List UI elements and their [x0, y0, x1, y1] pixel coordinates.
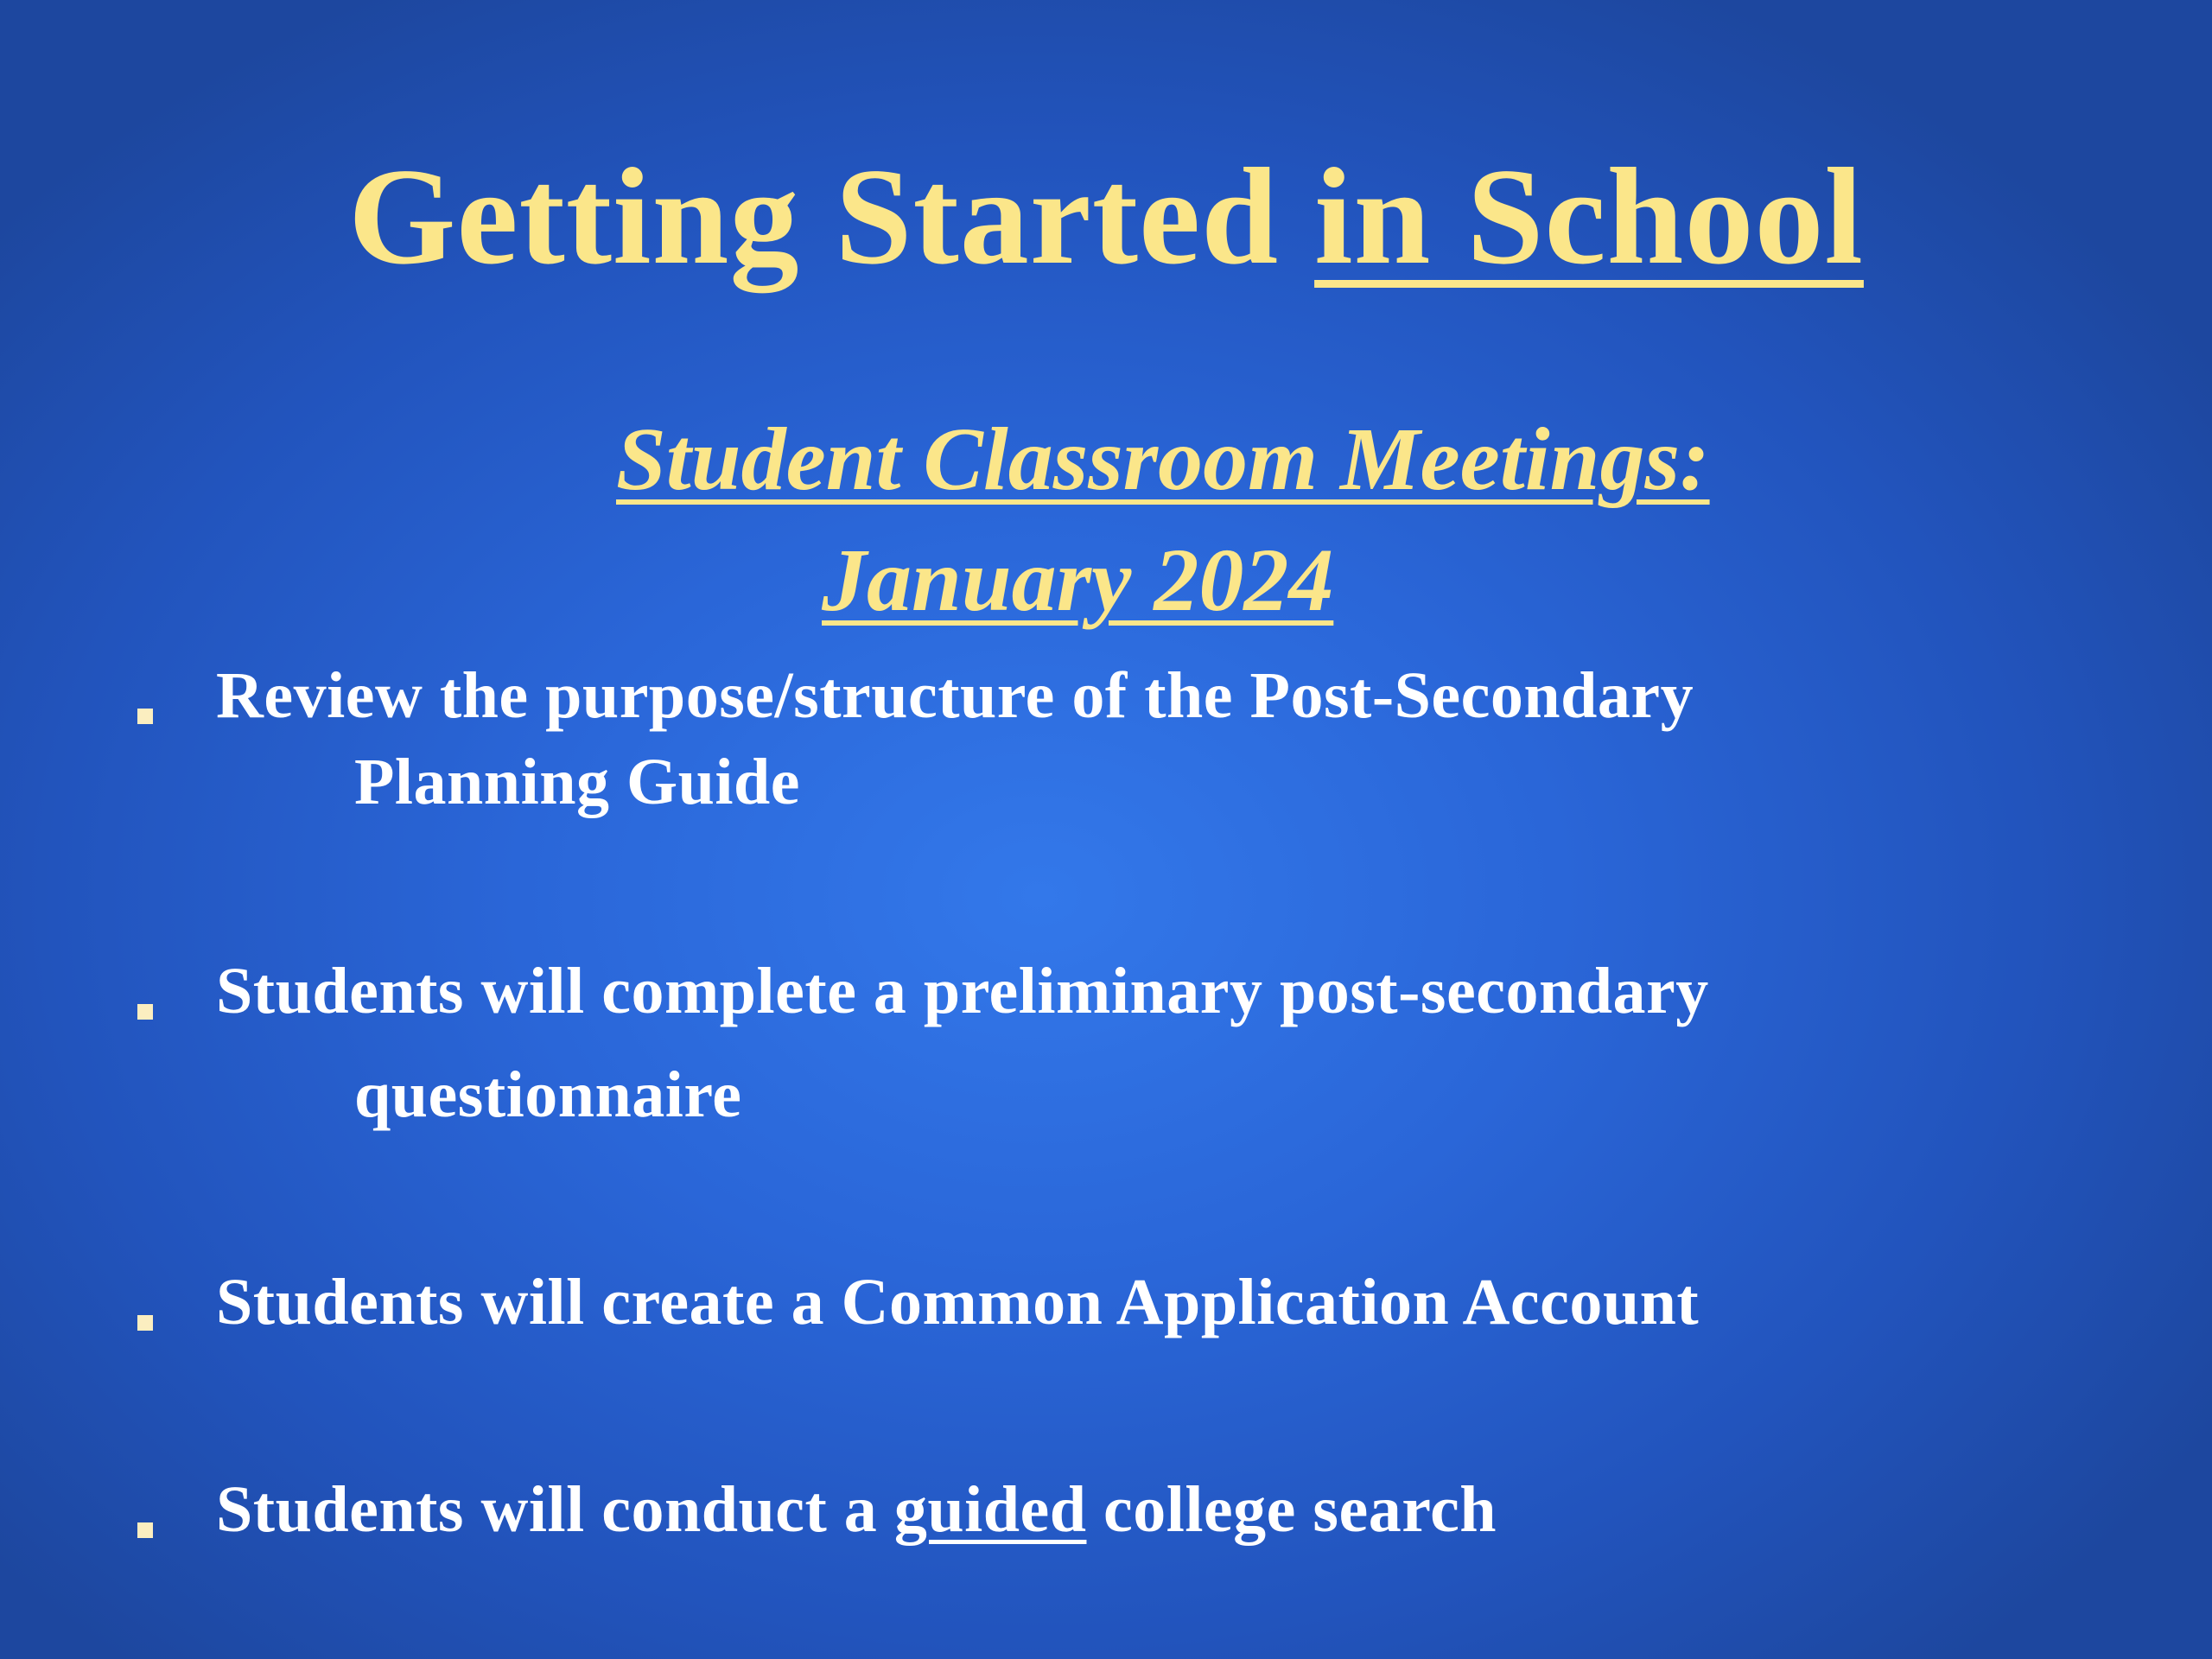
title-text: Getting Started	[348, 139, 1315, 293]
bullet-item-college-search	[0, 1471, 2212, 1659]
bullet-text-line-1: Students will complete a preliminary post-secondary	[216, 955, 1709, 1027]
bullet-text-line-1	[216, 1471, 1497, 1548]
bullet-text-line-2: Planning Guide	[354, 746, 800, 818]
title-underlined-text: in School	[1314, 139, 1864, 293]
bullet-text-after: college search	[1086, 1473, 1497, 1546]
bullet-text-line-1: Students will create a Common Application Account	[216, 1266, 1700, 1338]
bullet-square-icon	[137, 1004, 153, 1020]
subtitle-line-2: January 2024	[822, 531, 1334, 630]
bullet-item-review-guide	[0, 657, 2212, 864]
slide-title	[0, 138, 2212, 294]
bullet-item-questionnaire	[0, 952, 2212, 1160]
bullet-text-line-1: Review the purpose/structure of the Post-Secondary	[216, 659, 1694, 732]
bullet-item-common-app	[0, 1263, 2212, 1471]
subtitle-line-1: Student Classroom Meetings:	[616, 410, 1710, 509]
bullet-text-line-2: questionnaire	[354, 1058, 742, 1131]
bullet-text-before: Students will conduct a	[216, 1473, 894, 1546]
bullet-text-underlined-guided: guided	[893, 1473, 1087, 1546]
bullet-square-icon	[137, 709, 153, 724]
bullet-square-icon	[137, 1315, 153, 1331]
bullet-square-icon	[137, 1522, 153, 1538]
